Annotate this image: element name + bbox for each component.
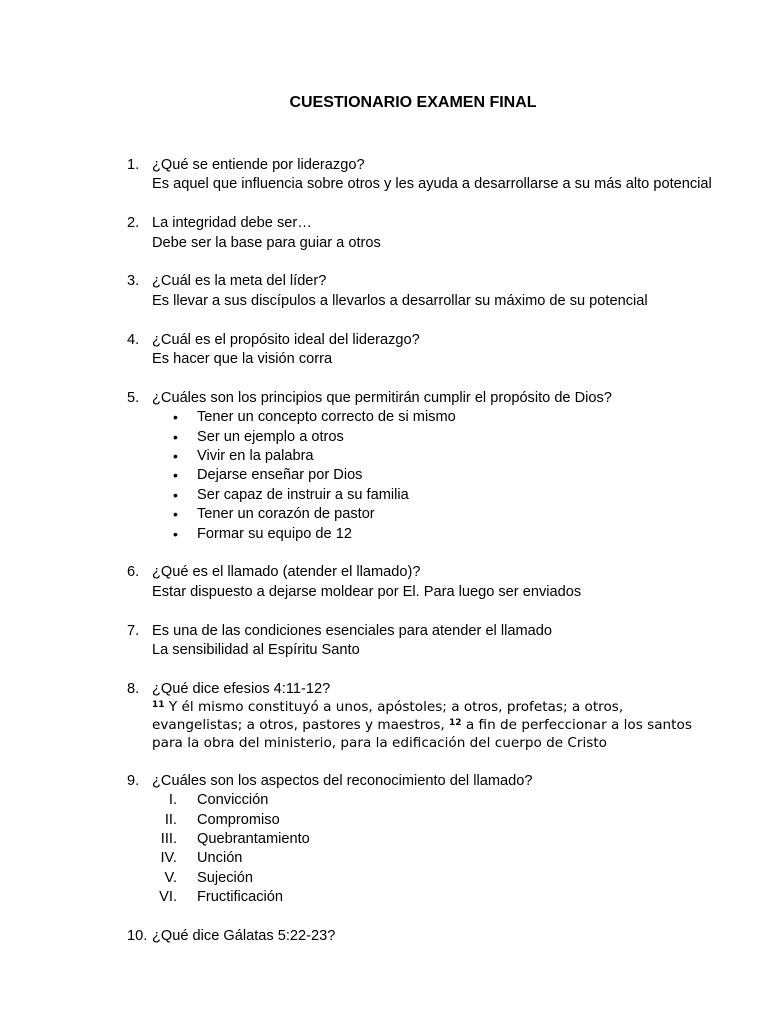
list-item [152,486,727,505]
list-item [152,811,727,830]
question-text: ¿Qué se entiende por liderazgo? [152,157,365,173]
question-item-8 [127,680,727,753]
question-item-2 [127,214,727,253]
list-item [152,466,727,485]
question-number: 6. [127,564,140,581]
question-item-9 [127,772,727,908]
question-item-4 [127,331,727,370]
list-item [152,505,727,524]
question-number: 7. [127,622,140,639]
list-item [152,869,727,888]
bullet-icon: • [173,428,178,445]
question-item-3 [127,272,727,311]
bullet-icon: • [173,486,178,503]
list-item [152,849,727,868]
question-number: 10. [127,928,148,944]
question-item-10 [127,927,727,946]
question-text: ¿Qué dice efesios 4:11-12? [152,680,331,697]
list-item [152,791,727,810]
verse-text: a fin de perfeccionar a los santos para la obra del ministerio, para la edificación del cuerpo de Cristo [152,716,692,751]
question-text: Es una de las condiciones esenciales para atender el llamado [152,622,552,639]
question-number: 9. [127,772,140,789]
bible-verse [152,699,707,752]
roman-numeral: III. [160,830,177,847]
list-item-text: Vivir en la palabra [197,448,314,465]
bullet-icon: • [173,506,178,523]
question-text: ¿Cuál es el propósito ideal del liderazgo? [152,331,420,348]
answer-text: Es llevar a sus discípulos a llevarlos a desarrollar su máximo de su potencial [152,292,648,309]
roman-numeral: V. [164,869,177,886]
list-item-text: Convicción [197,792,269,809]
list-item [152,428,727,447]
answer-text: Es aquel que influencia sobre otros y les ayuda a desarrollarse a su más alto potencial [152,176,712,193]
list-item-text: Ser un ejemplo a otros [197,428,344,445]
bullet-icon: • [173,448,178,465]
verse-text: Y él mismo constituyó a unos, apóstoles; a otros, profetas; a otros, evangelistas; a otros, pastores y maestros, [152,699,624,733]
list-item-text: Dejarse enseñar por Dios [197,467,363,484]
list-item-text: Tener un concepto correcto de si mismo [197,409,456,426]
list-item [152,830,727,849]
question-number: 4. [127,331,140,348]
question-item-5 [127,389,727,544]
question-text: ¿Qué dice Gálatas 5:22-23? [152,928,336,944]
list-item [152,408,727,427]
document-title: CUESTIONARIO EXAMEN FINAL [289,94,537,111]
answer-text: Es hacer que la visión corra [152,351,333,368]
list-item [152,525,727,544]
question-number: 1. [127,157,140,173]
list-item-text: Formar su equipo de 12 [197,525,352,542]
question-number: 5. [127,389,140,406]
principles-list [152,408,727,544]
list-item-text: Sujeción [197,869,253,886]
question-list [127,156,727,966]
answer-text: Debe ser la base para guiar a otros [152,234,381,251]
list-item-text: Quebrantamiento [197,830,310,847]
bullet-icon: • [173,409,178,426]
roman-numeral: II. [164,811,177,828]
question-number: 2. [127,215,140,232]
list-item-text: Tener un corazón de pastor [197,506,375,523]
roman-numeral: VI. [159,889,177,906]
answer-text: La sensibilidad al Espíritu Santo [152,642,360,659]
list-item [152,888,727,907]
question-text: La integridad debe ser… [152,215,312,232]
question-number: 3. [127,273,140,290]
list-item [152,447,727,466]
question-number: 8. [127,680,140,697]
list-item-text: Compromiso [197,811,280,828]
list-item-text: Fructificación [197,889,283,906]
roman-numeral: IV. [160,850,177,867]
list-item-text: Ser capaz de instruir a su familia [197,486,409,503]
verse-number: 11 [152,700,165,711]
bullet-icon: • [173,467,178,484]
question-item-7 [127,622,727,661]
question-text: ¿Qué es el llamado (atender el llamado)? [152,564,421,581]
roman-numeral: I. [168,792,177,809]
answer-text: Estar dispuesto a dejarse moldear por El. Para luego ser enviados [152,583,582,600]
verse-number: 12 [449,717,462,728]
bullet-icon: • [173,525,178,542]
aspects-list [152,791,727,907]
question-text: ¿Cuáles son los aspectos del reconocimiento del llamado? [152,772,533,789]
question-text: ¿Cuál es la meta del líder? [152,273,327,290]
list-item-text: Unción [197,850,243,867]
question-item-6 [127,563,727,602]
question-item-1 [127,156,727,195]
question-text: ¿Cuáles son los principios que permitirán cumplir el propósito de Dios? [152,389,612,406]
